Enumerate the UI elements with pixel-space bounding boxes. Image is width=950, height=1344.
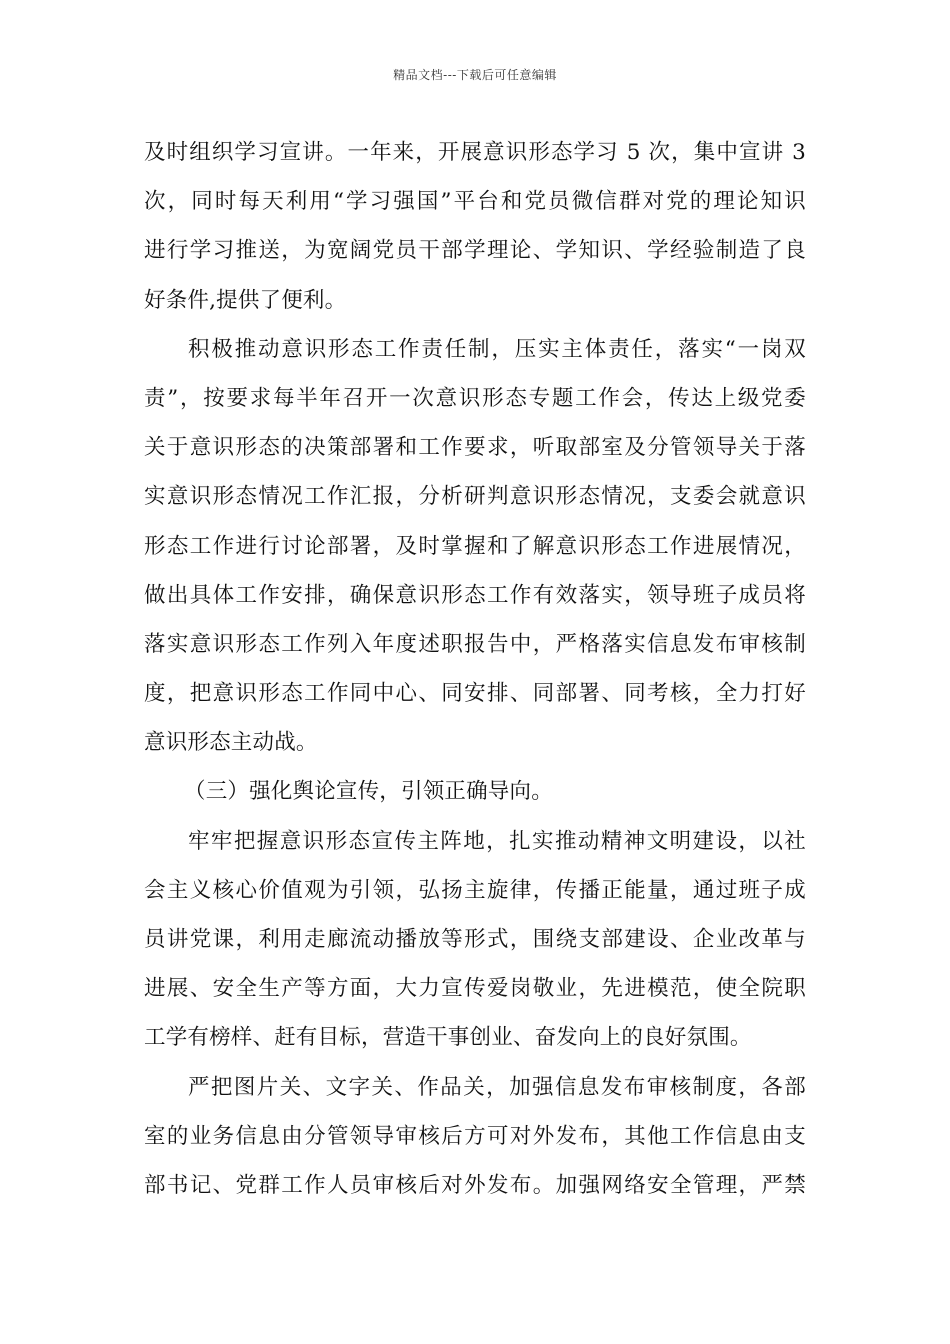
text-line: 进展、安全生产等方面，大力宣传爱岗敬业，先进模范，使全院职	[144, 976, 806, 1002]
text-line: 落实意识形态工作列入年度述职报告中，严格落实信息发布审核制	[144, 631, 806, 657]
text-line: 及时组织学习宣讲。一年来，开展意识形态学习 5 次，集中宣讲 3	[144, 140, 806, 165]
paragraph-start-line: 牢牢把握意识形态宣传主阵地，扎实推动精神文明建设，以社	[188, 828, 806, 854]
text-line: 部书记、党群工作人员审核后对外发布。加强网络安全管理，严禁	[144, 1172, 806, 1198]
text-line: 责”，按要求每半年召开一次意识形态专题工作会，传达上级党委	[144, 385, 806, 411]
document-body	[144, 128, 806, 1210]
text-line: 工学有榜样、赶有目标，营造干事创业、奋发向上的良好氛围。	[144, 1025, 752, 1051]
text-line: 室的业务信息由分管领导审核后方可对外发布，其他工作信息由支	[144, 1123, 806, 1149]
section-heading: （三）强化舆论宣传，引领正确导向。	[184, 779, 553, 805]
page-header: 精品文档---下载后可任意编辑	[393, 68, 557, 82]
text-line: 实意识形态情况工作汇报，分析研判意识形态情况，支委会就意识	[144, 484, 806, 510]
text-line: 会主义核心价值观为引领，弘扬主旋律，传播正能量，通过班子成	[144, 877, 806, 903]
text-line: 好条件,提供了便利。	[144, 287, 347, 313]
paragraph-start-line: 积极推动意识形态工作责任制，压实主体责任，落实“一岗双	[188, 336, 806, 362]
text-line: 次，同时每天利用“学习强国”平台和党员微信群对党的理论知识	[144, 189, 806, 215]
text-line: 意识形态主动战。	[144, 730, 318, 756]
paragraph-start-line: 严把图片关、文字关、作品关，加强信息发布审核制度，各部	[188, 1074, 806, 1100]
text-line: 做出具体工作安排，确保意识形态工作有效落实，领导班子成员将	[144, 582, 806, 608]
text-line: 度，把意识形态工作同中心、同安排、同部署、同考核，全力打好	[144, 681, 806, 707]
text-line: 员讲党课，利用走廊流动播放等形式，围绕支部建设、企业改革与	[144, 927, 806, 952]
text-line: 进行学习推送，为宽阔党员干部学理论、学知识、学经验制造了良	[144, 238, 806, 264]
text-line: 关于意识形态的决策部署和工作要求，听取部室及分管领导关于落	[144, 435, 806, 461]
text-line: 形态工作进行讨论部署，及时掌握和了解意识形态工作进展情况，	[144, 533, 806, 559]
